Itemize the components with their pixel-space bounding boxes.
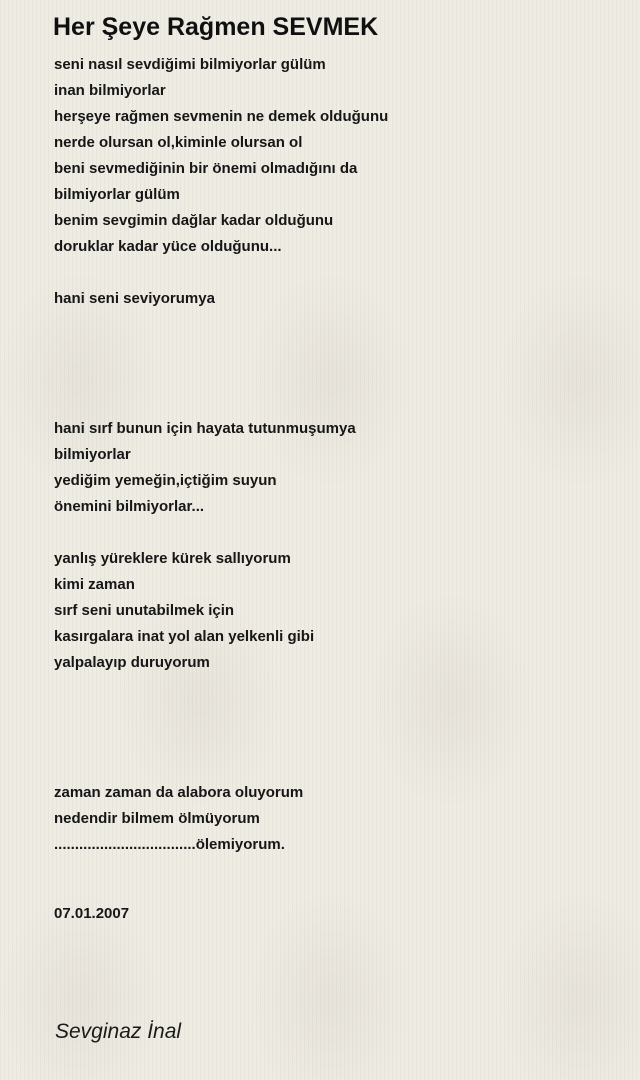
poem-line: nedendir bilmem ölmüyorum — [54, 810, 260, 827]
poem-body — [54, 52, 614, 858]
poem-author: Sevginaz İnal — [55, 1020, 182, 1043]
poem-line-blank — [54, 676, 614, 702]
poem-line: zaman zaman da alabora oluyorum — [54, 784, 304, 801]
poem-line: herşeye rağmen sevmenin ne demek olduğunu — [54, 108, 389, 125]
poem-line-blank — [54, 338, 614, 364]
poem-line: yediğim yemeğin,içtiğim suyun — [54, 472, 277, 489]
poem-line: seni nasıl sevdiğimi bilmiyorlar gülüm — [54, 56, 326, 73]
poem-line: yanlış yüreklere kürek sallıyorum — [54, 550, 291, 567]
poem-line-blank — [54, 520, 614, 546]
poem-line-blank — [54, 754, 614, 780]
poem-date: 07.01.2007 — [54, 905, 130, 922]
poem-line-blank — [54, 312, 614, 338]
poem-line: doruklar kadar yüce olduğunu... — [54, 238, 282, 255]
poem-line: kasırgalara inat yol alan yelkenli gibi — [54, 628, 315, 645]
poem-line-blank — [54, 390, 614, 416]
poem-line: hani sırf bunun için hayata tutunmuşumya — [54, 420, 356, 437]
poem-line: önemini bilmiyorlar... — [54, 498, 205, 515]
poem-line: kimi zaman — [54, 576, 135, 593]
poem-line-blank — [54, 728, 614, 754]
poem-line: bilmiyorlar — [54, 446, 131, 463]
poem-line-blank — [54, 702, 614, 728]
poem-line-blank — [54, 364, 614, 390]
poem-line: hani seni seviyorumya — [54, 290, 215, 307]
poem-line: bilmiyorlar gülüm — [54, 186, 180, 203]
poem-line: sırf seni unutabilmek için — [54, 602, 235, 619]
poem-line: nerde olursan ol,kiminle olursan ol — [54, 134, 303, 151]
poem-title: Her Şeye Rağmen SEVMEK — [53, 13, 379, 41]
poem-line-blank — [54, 260, 614, 286]
poem-line: inan bilmiyorlar — [54, 82, 166, 99]
poem-line: ..................................ölemiyorum. — [54, 836, 285, 853]
poem-line: benim sevgimin dağlar kadar olduğunu — [54, 212, 334, 229]
poem-line: beni sevmediğinin bir önemi olmadığını da — [54, 160, 358, 177]
poem-line: yalpalayıp duruyorum — [54, 654, 210, 671]
